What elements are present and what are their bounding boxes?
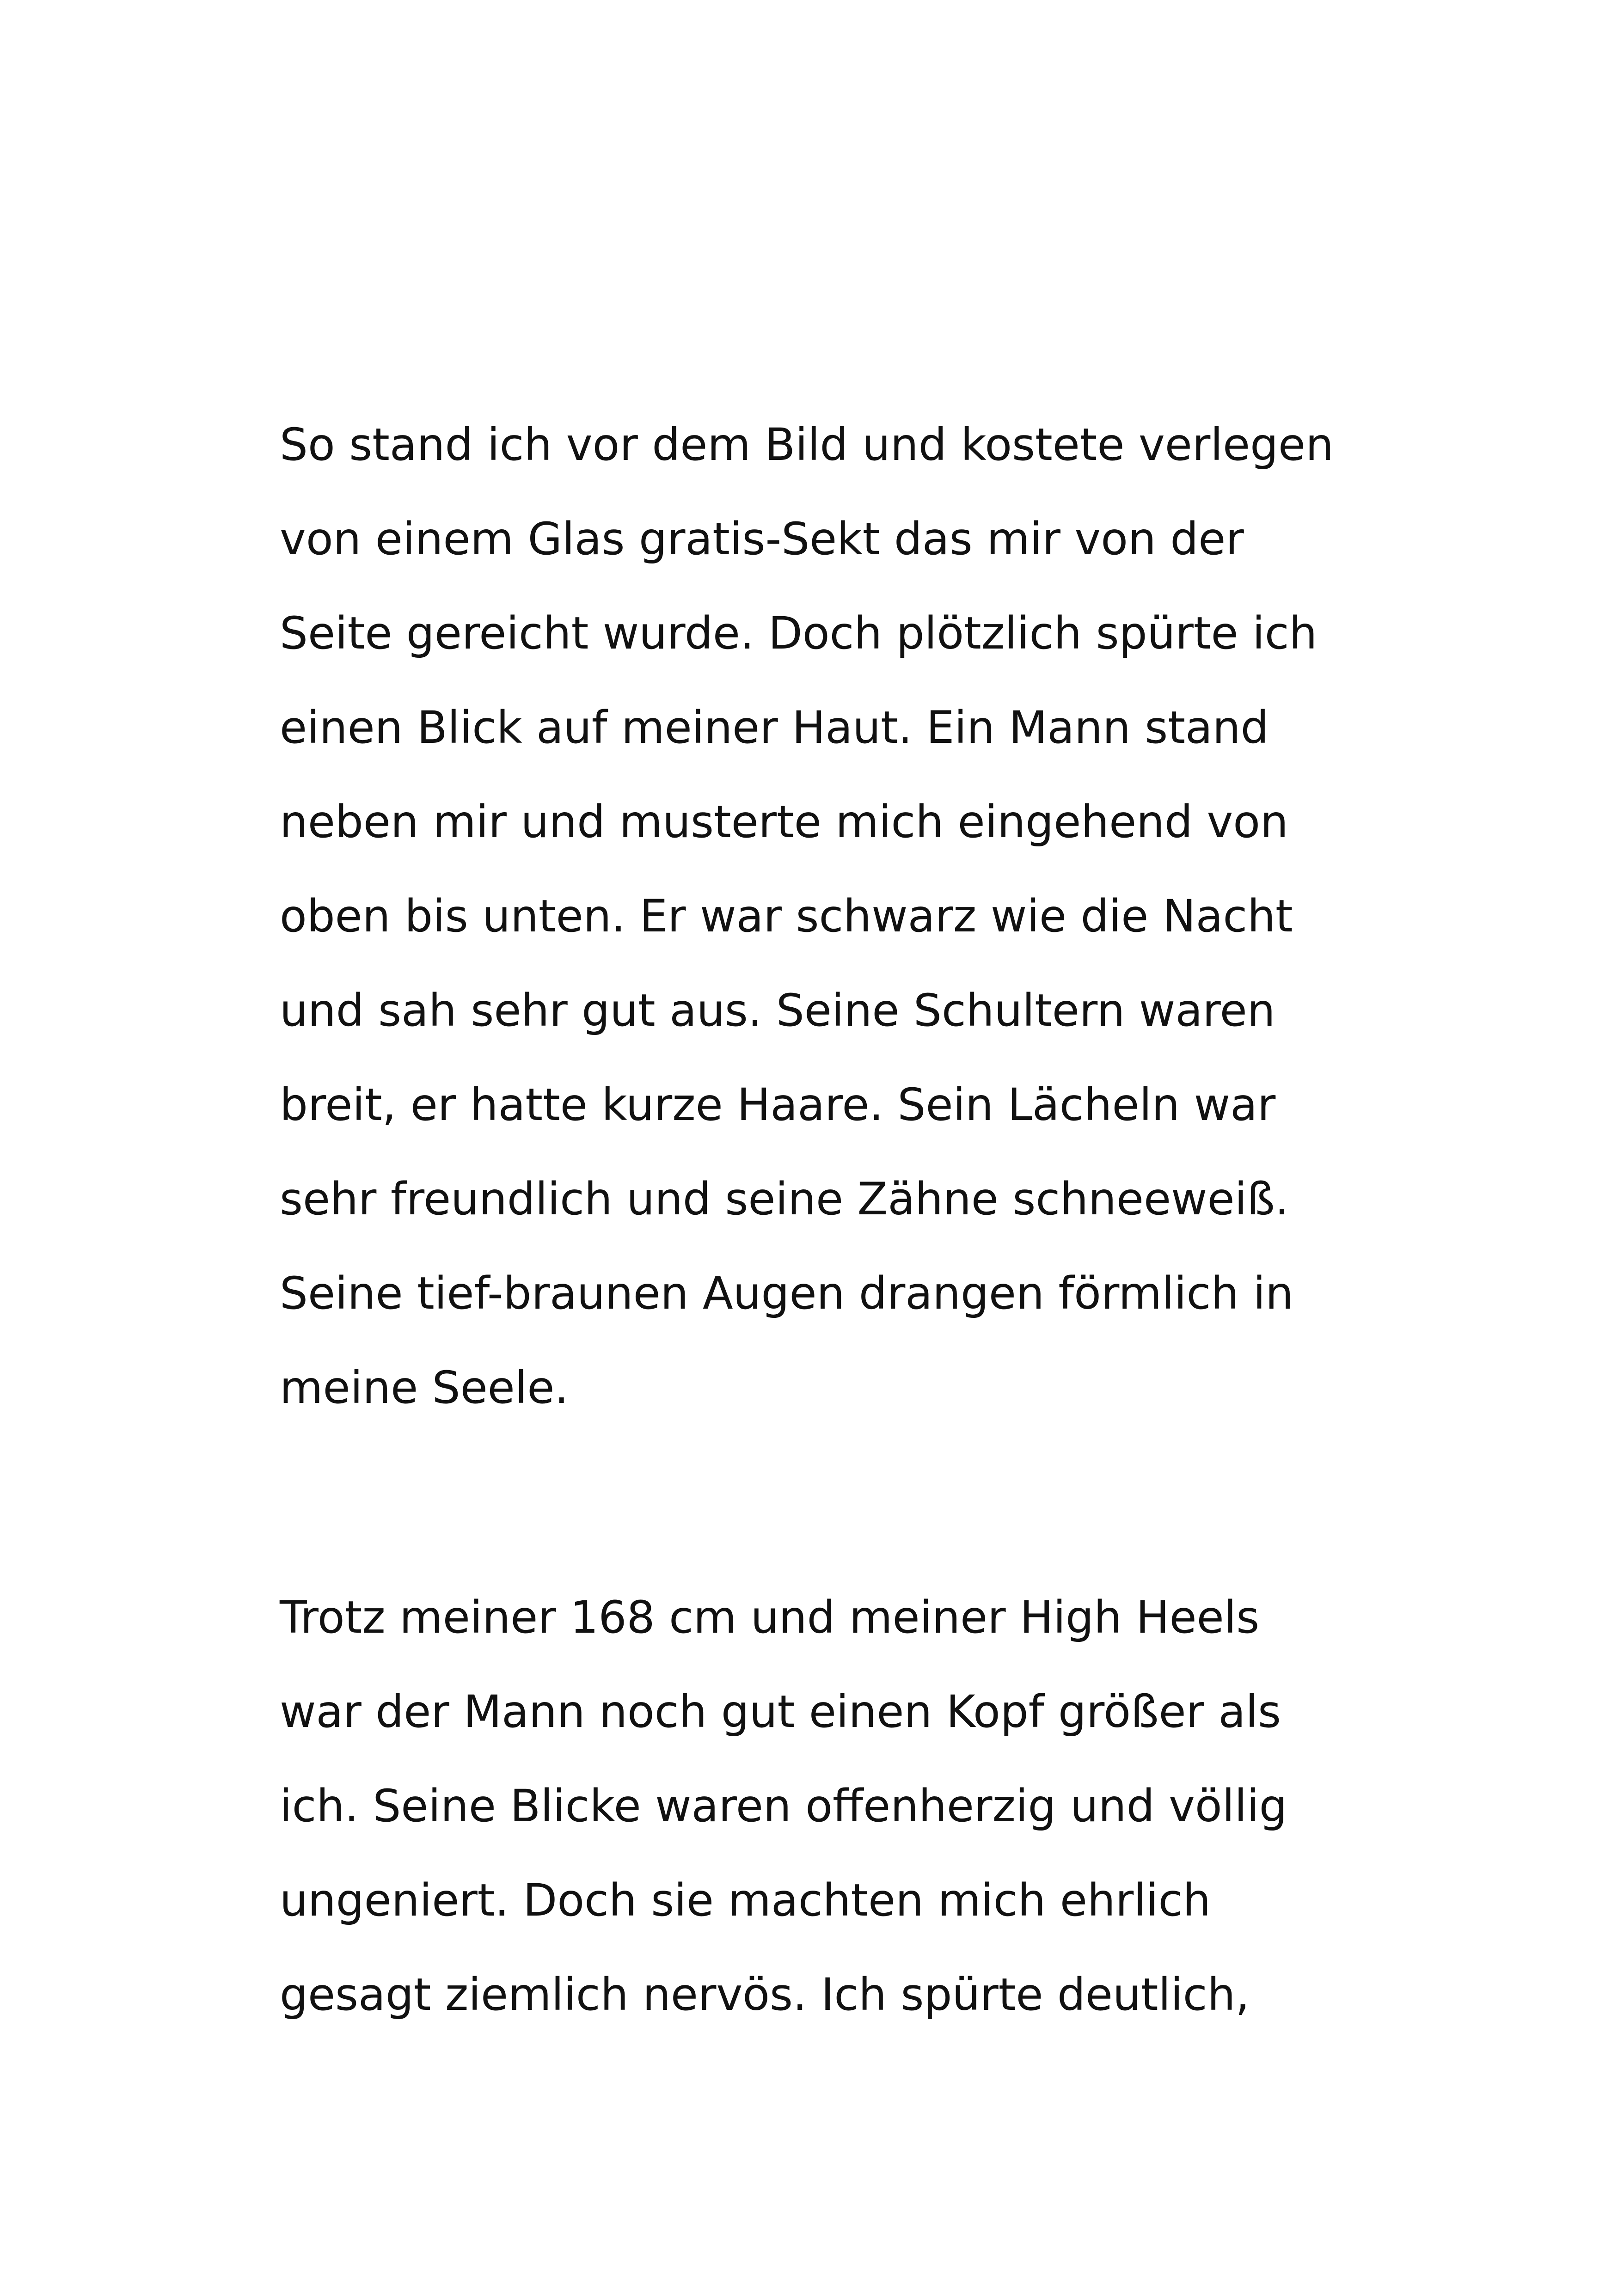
text-line: Seite gereicht wurde. Doch plötzlich spürte ich bbox=[280, 607, 1318, 659]
text-line: meine Seele. bbox=[280, 1362, 569, 1414]
text-line: einen Blick auf meiner Haut. Ein Mann stand bbox=[280, 702, 1269, 753]
paragraph-2 bbox=[280, 1570, 1426, 2042]
text-line: oben bis unten. Er war schwarz wie die Nacht bbox=[280, 890, 1293, 942]
text-line: von einem Glas gratis-Sekt das mir von der bbox=[280, 513, 1244, 565]
text-line: gesagt ziemlich nervös. Ich spürte deutlich, bbox=[280, 1969, 1250, 2020]
text-line: So stand ich vor dem Bild und kostete verlegen bbox=[280, 419, 1334, 471]
text-line: sehr freundlich und seine Zähne schneeweiß. bbox=[280, 1173, 1289, 1225]
text-line: war der Mann noch gut einen Kopf größer als bbox=[280, 1686, 1281, 1738]
paragraph-1 bbox=[280, 398, 1426, 1435]
text-line: ich. Seine Blicke waren offenherzig und völlig bbox=[280, 1780, 1287, 1832]
text-line: breit, er hatte kurze Haare. Sein Lächeln war bbox=[280, 1079, 1276, 1131]
text-line: Trotz meiner 168 cm und meiner High Heels bbox=[280, 1592, 1260, 1643]
text-line: ungeniert. Doch sie machten mich ehrlich bbox=[280, 1874, 1211, 1926]
text-line: und sah sehr gut aus. Seine Schultern waren bbox=[280, 985, 1275, 1036]
text-line: neben mir und musterte mich eingehend von bbox=[280, 796, 1288, 848]
text-line: Seine tief-braunen Augen drangen förmlich in bbox=[280, 1267, 1294, 1319]
